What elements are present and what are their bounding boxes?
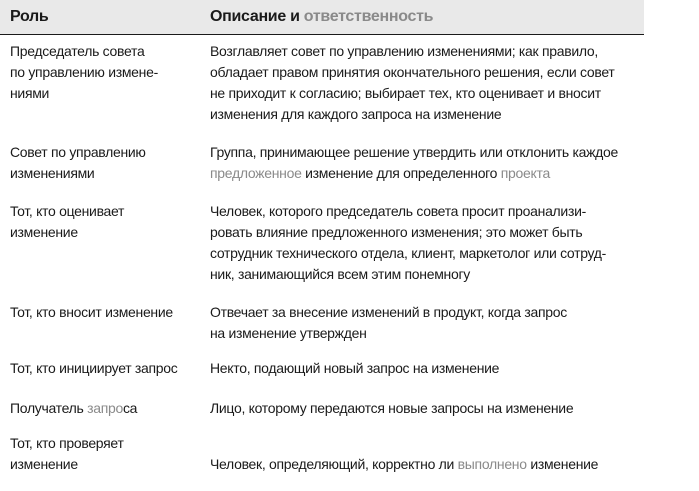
role-text: Получатель (10, 400, 88, 416)
role-cell: Тот, кто инициирует запрос (10, 360, 178, 376)
description-cell: Некто, подающий новый запрос на изменение (210, 360, 500, 376)
description-cell: Человек, которого председатель совета просит проанализи- ровать влияние предложенного изменения; это может быть сотрудник технического отдела, клиент, маркетолог или сотруд- ник, занимающийся всем этим понемногу (210, 203, 607, 282)
description-cell: Отвечает за внесение изменений в продукт, когда запрос на изменение утвержден (210, 304, 567, 341)
role-faint-text: запро (87, 400, 123, 416)
description-cell (210, 454, 640, 475)
header-description-faint: ответственность (303, 8, 434, 25)
description-cell: Лицо, которому передаются новые запросы на изменение (210, 400, 574, 416)
description-cell: Возглавляет совет по управлению изменениями; как правило, обладает правом принятия окончательного решения, если совет не приходит к согласию; выбирает тех, кто оценивает и вносит изменения для каждого запроса на изменение (210, 43, 615, 122)
description-text: изменение для определенного (301, 165, 501, 181)
role-cell: Тот, кто оценивает изменение (10, 203, 125, 240)
table-header (0, 0, 644, 35)
description-cell (210, 142, 640, 184)
header-description-prefix: Описание и (210, 8, 300, 25)
description-text: изменение (526, 456, 599, 472)
description-faint-text: проекта (500, 165, 550, 181)
role-cell: Совет по управлению изменениями (10, 144, 146, 181)
description-faint-text: предложенное (210, 165, 302, 181)
header-description (210, 8, 433, 26)
role-cell: Председатель совета по управлению измене- ниями (10, 43, 158, 101)
role-cell: Тот, кто проверяет изменение (10, 435, 124, 472)
description-text: Группа, принимающее решение утвердить или отклонить каждое (210, 144, 619, 160)
role-text: са (122, 400, 138, 416)
description-faint-text: выполнено (457, 456, 527, 472)
header-role: Роль (10, 8, 49, 25)
role-cell (10, 398, 200, 419)
role-cell: Тот, кто вносит изменение (10, 304, 173, 320)
description-text: Человек, определяющий, корректно ли (210, 456, 458, 472)
